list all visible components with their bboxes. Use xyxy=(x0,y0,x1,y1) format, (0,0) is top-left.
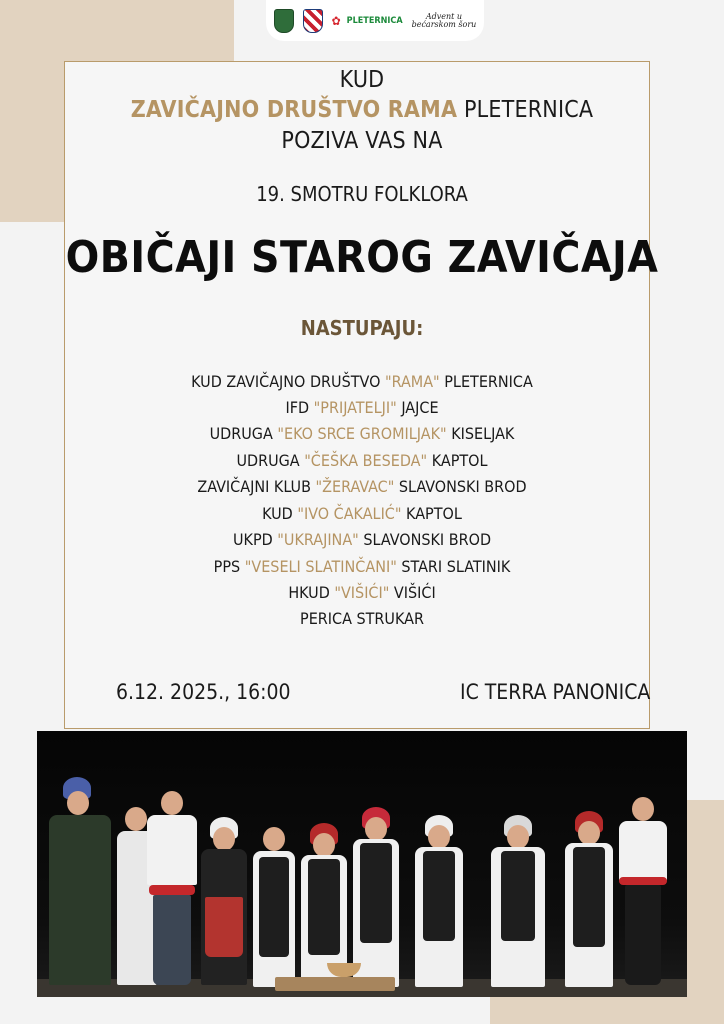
org-type: KUD xyxy=(339,67,385,93)
advent-logo-line2: bećarskom šoru xyxy=(411,19,477,29)
event-datetime: 6.12. 2025., 16:00 xyxy=(116,680,291,704)
performer-item: UDRUGA "ČEŠKA BESEDA" KAPTOL xyxy=(236,451,488,470)
performer-item: HKUD "VIŠIĆI" VIŠIĆI xyxy=(288,583,436,602)
coat-of-arms-logo xyxy=(303,9,323,33)
performer-figure xyxy=(251,827,297,987)
performers-heading: NASTUPAJU: xyxy=(300,316,424,340)
performer-figure xyxy=(615,797,671,987)
performer-item: PERICA STRUKAR xyxy=(300,609,424,628)
performer-item: UKPD "UKRAJINA" SLAVONSKI BROD xyxy=(232,530,492,549)
performer-figure xyxy=(45,777,115,987)
pleternica-logo xyxy=(332,14,403,28)
organizer-city: PLETERNICA xyxy=(457,97,594,123)
sponsor-logo-bar xyxy=(266,0,484,41)
decor-block-bottom xyxy=(490,996,724,1024)
performer-figure xyxy=(199,817,249,987)
performer-figure xyxy=(561,811,617,987)
invite-line: POZIVA VAS NA xyxy=(281,128,443,154)
pleternica-logo-label: PLETERNICA xyxy=(346,15,403,26)
performer-item: UDRUGA "EKO SRCE GROMILJAK" KISELJAK xyxy=(209,424,515,443)
performer-item: PPS "VESELI SLATINČANI" STARI SLATINIK xyxy=(213,557,511,576)
performer-item: IFD "PRIJATELJI" JAJCE xyxy=(285,398,439,417)
folklore-group-photo xyxy=(37,731,687,997)
flower-icon: ✿ xyxy=(331,13,341,28)
event-number: 19. SMOTRU FOLKLORA xyxy=(256,182,468,206)
advent-logo xyxy=(412,13,477,29)
stage-table xyxy=(275,977,395,991)
performer-figure xyxy=(487,815,549,987)
decor-block-right xyxy=(684,800,724,1024)
organizer-name: ZAVIČAJNO DRUŠTVO RAMA xyxy=(130,97,458,123)
performer-figure xyxy=(351,807,401,987)
organizer-line xyxy=(0,97,724,123)
performer-item: KUD "IVO ČAKALIĆ" KAPTOL xyxy=(262,504,462,523)
performer-item: ZAVIČAJNI KLUB "ŽERAVAC" SLAVONSKI BROD xyxy=(197,477,527,496)
performer-figure xyxy=(145,791,199,987)
performer-figure xyxy=(411,815,467,987)
event-title: OBIČAJI STAROG ZAVIČAJA xyxy=(65,232,659,283)
performer-item: KUD ZAVIČAJNO DRUŠTVO "RAMA" PLETERNICA xyxy=(191,372,533,391)
green-shield-logo xyxy=(274,9,294,33)
event-venue: IC TERRA PANONICA xyxy=(460,680,651,704)
advent-logo-line1: Advent u xyxy=(425,11,463,21)
